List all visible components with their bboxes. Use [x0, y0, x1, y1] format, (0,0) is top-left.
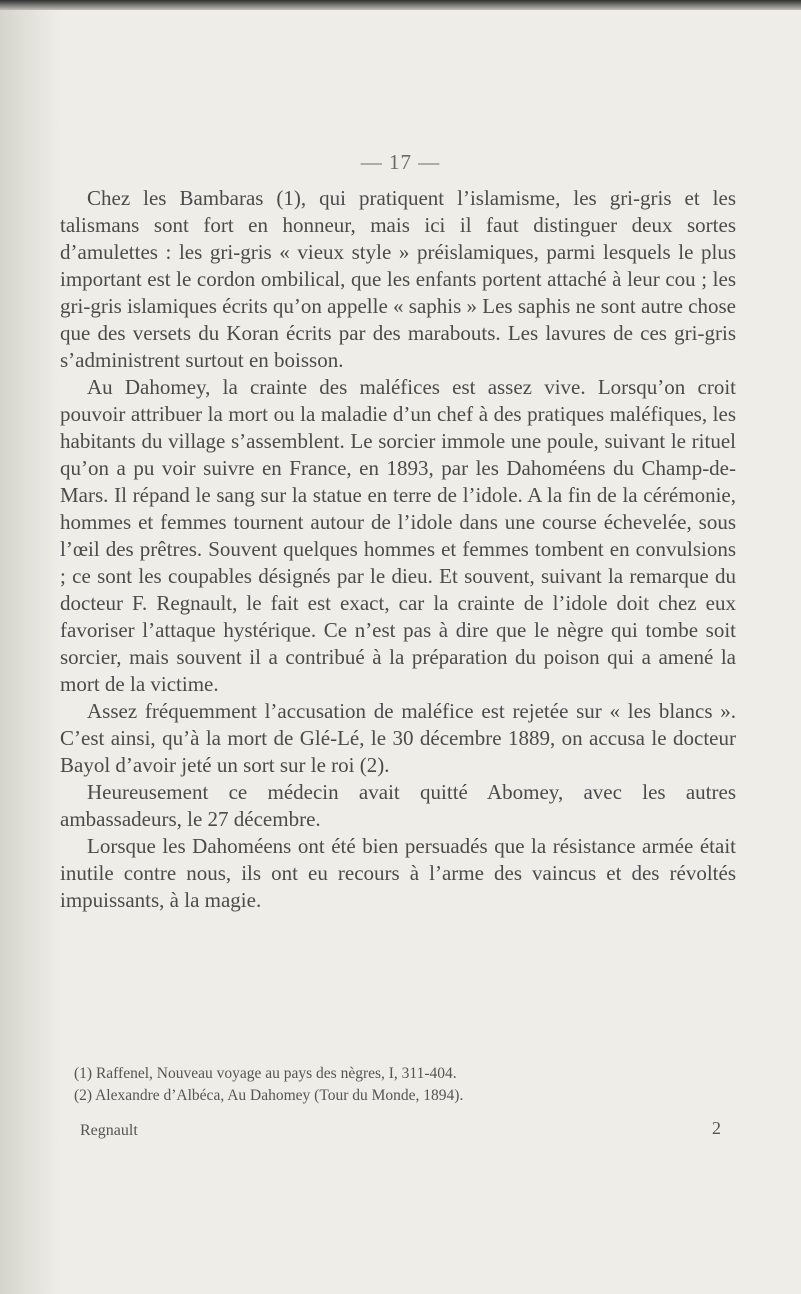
paragraph: Heureusement ce médecin avait quitté Abomey, avec les autres ambassadeurs, le 27 décembre. — [60, 780, 736, 831]
footnote: (2) Alexandre d’Albéca, Au Dahomey (Tour du Monde, 1894). — [74, 1087, 464, 1104]
printer-signature: Regnault — [80, 1122, 138, 1139]
scan-left-shadow — [0, 10, 60, 1294]
paragraph: Assez fréquemment l’accusation de maléfice est rejetée sur « les blancs ». C’est ainsi, qu’à la mort de Glé-Lé, le 30 décembre 1889, on accusa le docteur Bayol d’avoir jeté un sort sur le roi (2). — [60, 699, 736, 777]
page-number: — 17 — — [360, 150, 441, 174]
footnote: (1) Raffenel, Nouveau voyage au pays des nègres, I, 311-404. — [74, 1065, 457, 1082]
footnotes — [74, 1063, 734, 1107]
body-text — [60, 185, 736, 914]
paragraph: Chez les Bambaras (1), qui pratiquent l’islamisme, les gri-gris et les talismans sont fort en honneur, mais ici il faut distinguer deux sortes d’amulettes : les gri-gris « vieux style » préislamiques, parmi lesquels le plus important est le cordon ombilical, que les enfants portent attaché à leur cou ; les gri-gris islamiques écrits qu’on appelle « saphis » Les saphis ne sont autre chose que des versets du Koran écrits par des marabouts. Les lavures de ces gri-gris s’administrent surtout en boisson. — [60, 186, 736, 372]
signature-mark: 2 — [712, 1118, 721, 1138]
scan-top-band — [0, 0, 801, 10]
paragraph: Lorsque les Dahoméens ont été bien persuadés que la résistance armée était inutile contre nous, ils ont eu recours à l’arme des vaincus et des révoltés impuissants, à la magie. — [60, 834, 736, 912]
paragraph: Au Dahomey, la crainte des maléfices est assez vive. Lorsqu’on croit pouvoir attribuer la mort ou la maladie d’un chef à des pratiques maléfiques, les habitants du village s’assemblent. Le sorcier immole une poule, suivant le rituel qu’on a pu voir suivre en France, en 1893, par les Dahoméens du Champ-de-Mars. Il répand le sang sur la statue en terre de l’idole. A la fin de la cérémonie, hommes et femmes tournent autour de l’idole dans une course échevelée, sous l’œil des prêtres. Souvent quelques hommes et femmes tombent en convulsions ; ce sont les coupables désignés par le dieu. Et souvent, suivant la remarque du docteur F. Regnault, le fait est exact, car la crainte de l’idole doit chez eux favoriser l’attaque hystérique. Ce n’est pas à dire que le nègre qui tombe soit sorcier, mais souvent il a contribué à la préparation du poison qui a amené la mort de la victime. — [60, 375, 736, 696]
